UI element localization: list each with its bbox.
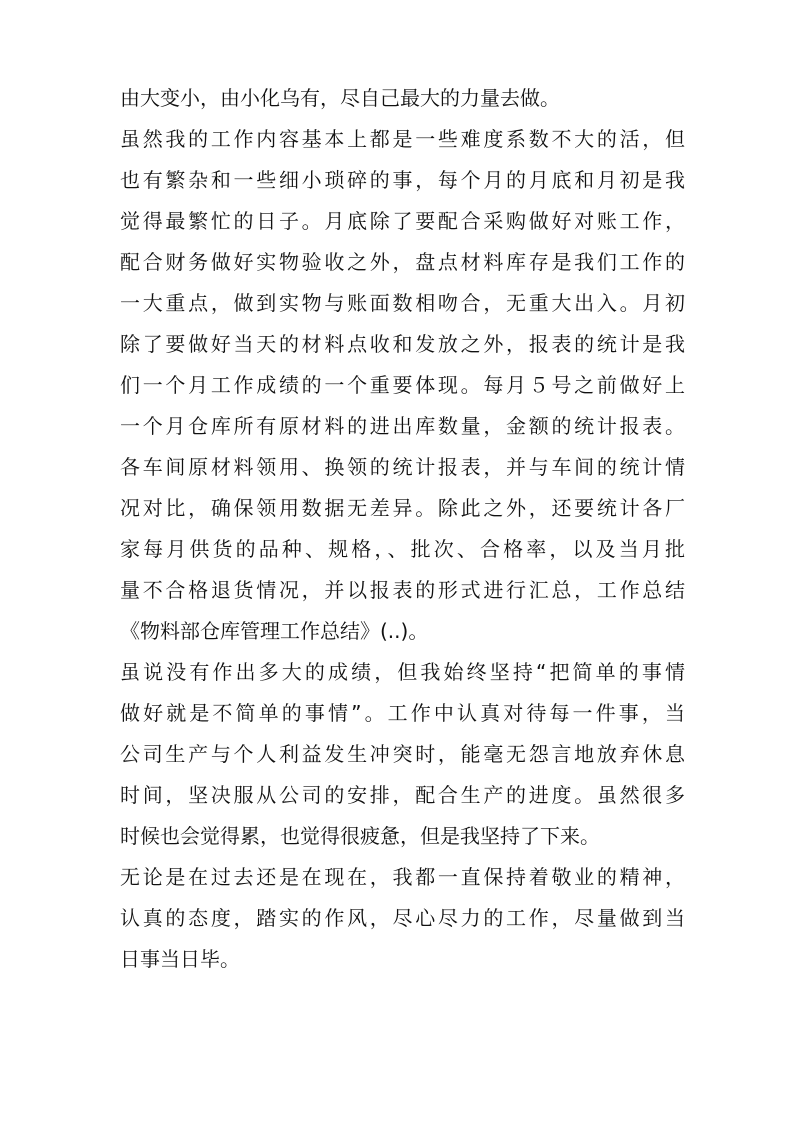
text-line: 公司生产与个人利益发生冲突时，能毫无怨言地放弃休息 (120, 742, 685, 766)
text-line: 《物料部仓库管理工作总结》(..)。 (120, 619, 429, 643)
paragraph-1 (120, 78, 685, 119)
text-line: 们一个月工作成绩的一个重要体现。每月５号之前做好上 (120, 373, 685, 397)
text-line: 各车间原材料领用、换领的统计报表，并与车间的统计情 (120, 455, 685, 479)
text-line: 时候也会觉得累，也觉得很疲惫，但是我坚持了下来。 (120, 824, 600, 848)
text-line: 做好就是不简单的事情”。工作中认真对待每一件事，当 (120, 701, 685, 725)
text-line: 时间，坚决服从公司的安排，配合生产的进度。虽然很多 (120, 783, 685, 807)
text-line: 家每月供货的品种、规格，、批次、合格率，以及当月批 (120, 537, 685, 561)
text-line: 也有繁杂和一些细小琐碎的事，每个月的月底和月初是我 (120, 168, 685, 192)
text-line: 除了要做好当天的材料点收和发放之外，报表的统计是我 (120, 332, 685, 356)
text-line: 一个月仓库所有原材料的进出库数量，金额的统计报表。 (120, 414, 685, 438)
text-line: 虽然我的工作内容基本上都是一些难度系数不大的活，但 (120, 127, 685, 151)
text-line: 日事当日毕。 (120, 947, 240, 971)
document-body (120, 78, 685, 980)
text-line: 量不合格退货情况，并以报表的形式进行汇总，工作总结 (120, 578, 685, 602)
text-line: 一大重点，做到实物与账面数相吻合，无重大出入。月初 (120, 291, 685, 315)
paragraph-3 (120, 652, 685, 857)
paragraph-4 (120, 857, 685, 980)
text-line: 虽说没有作出多大的成绩，但我始终坚持“把简单的事情 (120, 660, 685, 684)
text-line: 由大变小，由小化乌有，尽自己最大的力量去做。 (120, 86, 560, 110)
paragraph-2 (120, 119, 685, 652)
text-line: 况对比，确保领用数据无差异。除此之外，还要统计各厂 (120, 496, 685, 520)
text-line: 认真的态度，踏实的作风，尽心尽力的工作，尽量做到当 (120, 906, 685, 930)
text-line: 觉得最繁忙的日子。月底除了要配合采购做好对账工作， (120, 209, 685, 233)
text-line: 配合财务做好实物验收之外，盘点材料库存是我们工作的 (120, 250, 685, 274)
text-line: 无论是在过去还是在现在，我都一直保持着敬业的精神， (120, 865, 685, 889)
